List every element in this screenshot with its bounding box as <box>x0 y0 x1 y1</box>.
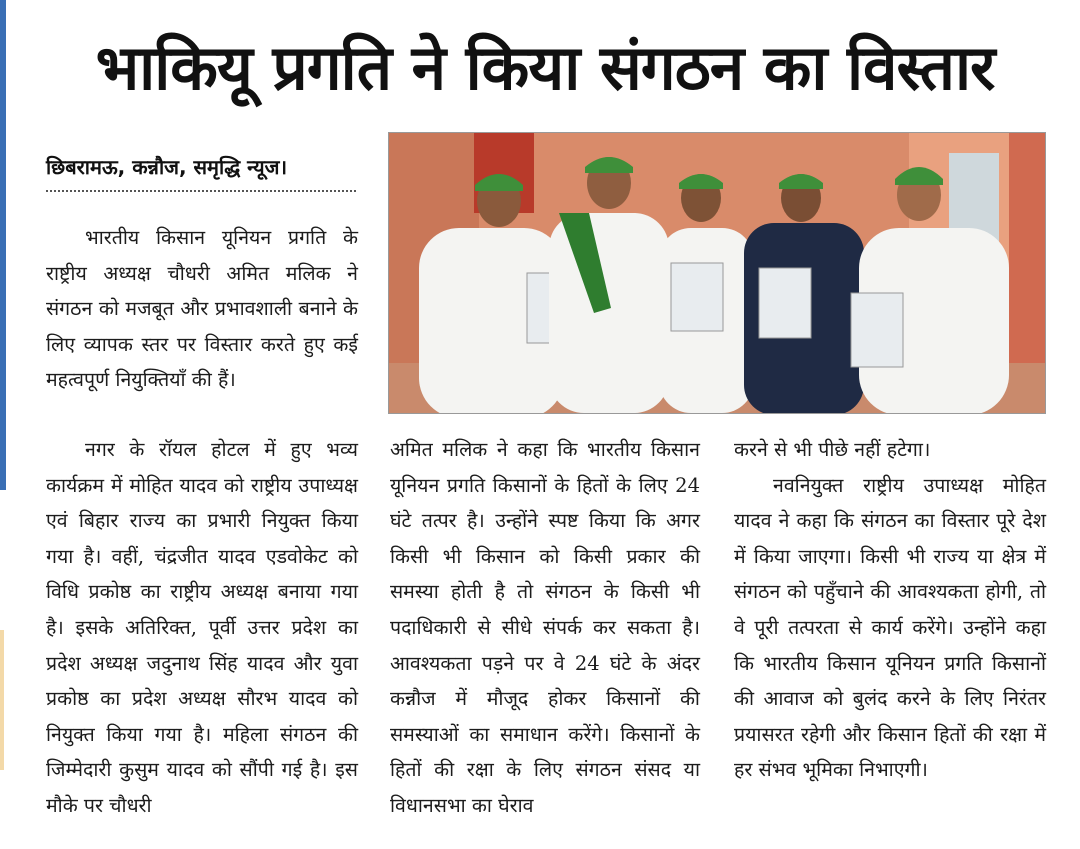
headline: भाकियू प्रगति ने किया संगठन का विस्तार <box>95 31 995 104</box>
paragraph: नवनियुक्त राष्ट्रीय उपाध्यक्ष मोहित यादव ने कहा कि संगठन का विस्तार पूरे देश में किया जाएगा। किसी भी राज्य या क्षेत्र में संगठन को पहुँचाने की आवश्यकता होगी, तो वे पूरी तत्परता से कार्य करेंगे। उन्होंने कहा कि भारतीय किसान यूनियन प्रगति किसानों की आवाज को बुलंद करने के लिए निरंतर प्रयासरत रहेगी और किसान हितों की रक्षा में हर संभव भूमिका निभाएगी। <box>734 473 1046 782</box>
paragraph: नगर के रॉयल होटल में हुए भव्य कार्यक्रम में मोहित यादव को राष्ट्रीय उपाध्यक्ष एवं बिहार राज्य का प्रभारी नियुक्त किया गया है। वहीं, चंद्रजीत यादव एडवोकेट को विधि प्रकोष्ठ का राष्ट्रीय अध्यक्ष बनाया गया है। इसके अतिरिक्त, पूर्वी उत्तर प्रदेश का प्रदेश अध्यक्ष जदुनाथ सिंह यादव और युवा प्रकोष्ठ का प्रदेश अध्यक्ष सौरभ यादव को नियुक्त किया गया है। महिला संगठन की जिम्मेदारी कुसुम यादव को सौंपी गई है। इस मौके पर चौधरी <box>46 438 358 817</box>
paragraph: भारतीय किसान यूनियन प्रगति के राष्ट्रीय अध्यक्ष चौधरी अमित मलिक ने संगठन को मजबूत और प्रभावशाली बनाने के लिए व्यापक स्तर पर विस्तार करते हुए कई महत्वपूर्ण नियुक्तियाँ की हैं। <box>46 226 358 392</box>
column-rule <box>0 630 4 770</box>
column-2 <box>390 432 700 824</box>
column-1-intro <box>46 220 358 398</box>
news-photo <box>388 132 1046 414</box>
dateline-divider <box>46 190 356 192</box>
paragraph: करने से भी पीछे नहीं हटेगा। <box>734 438 931 461</box>
column-1 <box>46 432 358 824</box>
column-3 <box>734 432 1046 788</box>
column-rule <box>0 0 6 490</box>
dateline: छिबरामऊ, कन्नौज, समृद्धि न्यूज। <box>46 155 288 179</box>
paragraph: अमित मलिक ने कहा कि भारतीय किसान यूनियन प्रगति किसानों के हितों के लिए 24 घंटे तत्पर है। उन्होंने स्पष्ट किया कि अगर किसी भी किसान को किसी प्रकार की समस्या होती है तो संगठन के किसी भी पदाधिकारी से सीधे संपर्क कर सकता है। आवश्यकता पड़ने पर वे 24 घंटे के अंदर कन्नौज में मौजूद होकर किसानों की समस्याओं का समाधान करेंगे। किसानों के हितों की रक्षा के लिए संगठन संसद या विधानसभा का घेराव <box>390 438 700 817</box>
